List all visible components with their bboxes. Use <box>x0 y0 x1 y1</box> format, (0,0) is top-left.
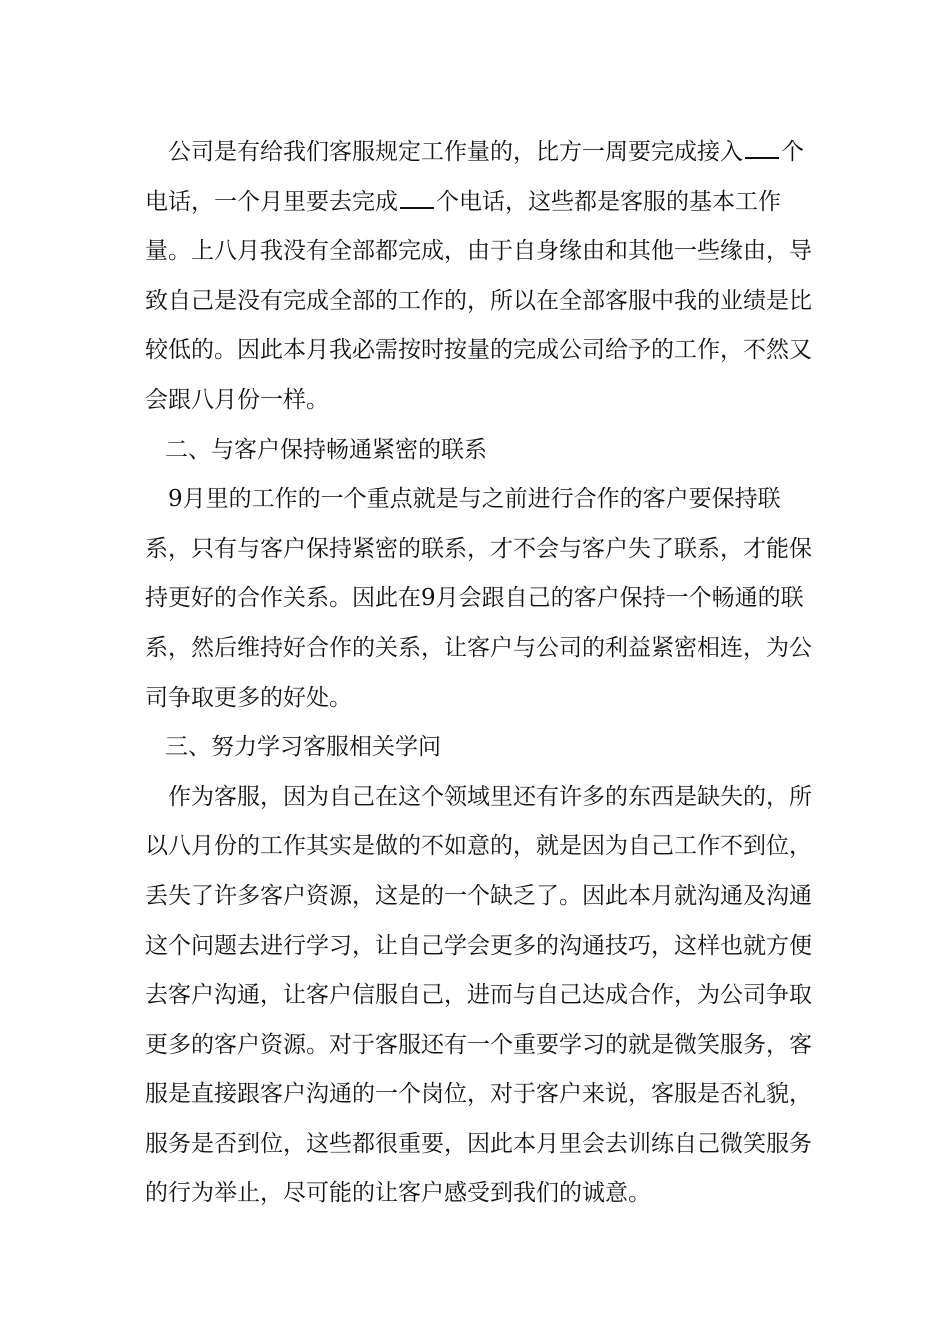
paragraph-workload <box>145 128 817 426</box>
document-body <box>145 128 817 1219</box>
fill-blank-1 <box>745 137 779 159</box>
paragraph-learning: 作为客服，因为自己在这个领域里还有许多的东西是缺失的，所以八月份的工作其实是做的不如意的，就是因为自己工作不到位，丢失了许多客户资源，这是的一个缺乏了。因此本月就沟通及沟通这个问题去进行学习，让自己学会更多的沟通技巧，这样也就方便去客户沟通，让客户信服自己，进而与自己达成合作，为公司争取更多的客户资源。对于客服还有一个重要学习的就是微笑服务，客服是直接跟客户沟通的一个岗位，对于客户来说，客服是否礼貌，服务是否到位，这些都很重要，因此本月里会去训练自己微笑服务的行为举止，尽可能的让客户感受到我们的诚意。 <box>145 783 812 1207</box>
paragraph-workload-text-2: 个电话，一个月里要去完成 <box>145 139 804 215</box>
paragraph-workload-text-3: 个电话，这些都是客服的基本工作量。上八月我没有全部都完成，由于自身缘由和其他一些缘由，导致自己是没有完成全部的工作的，所以在全部客服中我的业绩是比较低的。因此本月我必需按时按量的完成公司给予的工作，不然又会跟八月份一样。 <box>145 188 812 413</box>
section-heading-3: 三、努力学习客服相关学问 <box>165 734 441 761</box>
paragraph-client-contact: 9月里的工作的一个重点就是与之前进行合作的客户要保持联系，只有与客户保持紧密的联系，才不会与客户失了联系，才能保持更好的合作关系。因此在9月会跟自己的客户保持一个畅通的联系，然后维持好合作的关系，让客户与公司的利益紧密相连，为公司争取更多的好处。 <box>145 486 812 711</box>
fill-blank-2 <box>400 187 434 209</box>
paragraph-workload-text-1: 公司是有给我们客服规定工作量的，比方一周要完成接入 <box>168 139 743 165</box>
section-heading-2: 二、与客户保持畅通紧密的联系 <box>165 436 487 463</box>
